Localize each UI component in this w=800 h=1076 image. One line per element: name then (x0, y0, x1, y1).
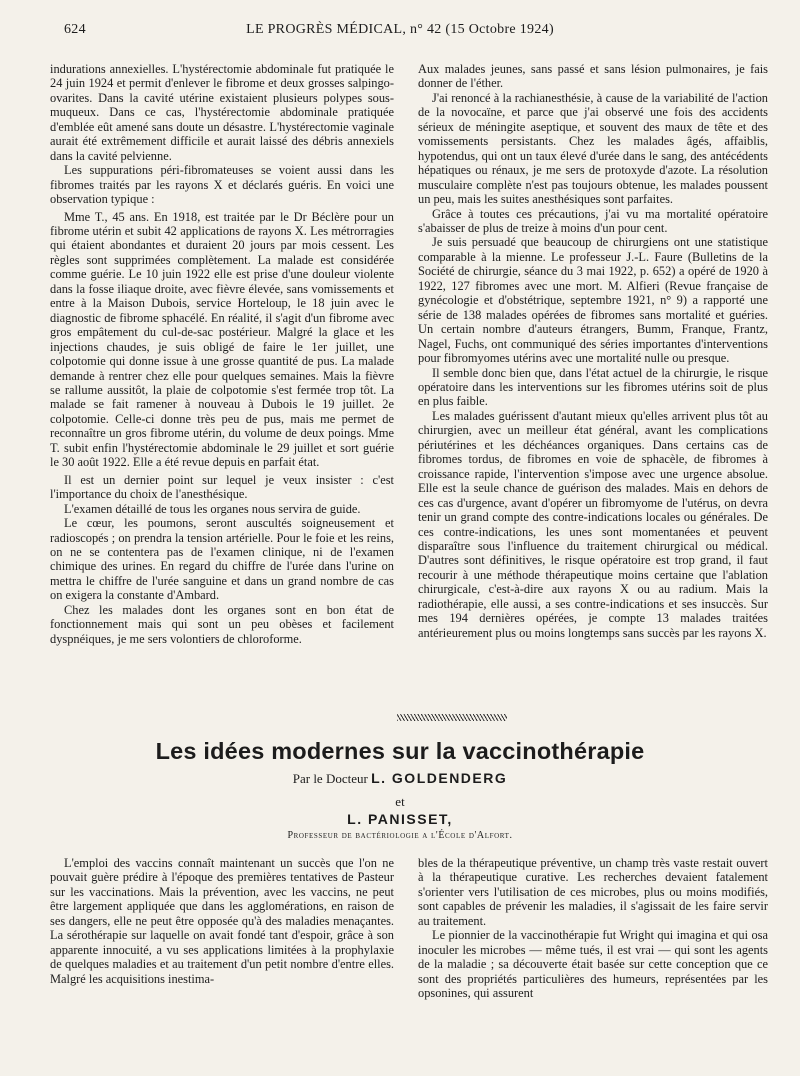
author-name: L. PANISSET, (347, 811, 453, 827)
right-column (418, 62, 768, 640)
paragraph: bles de la thérapeutique préventive, un champ très vaste restait ouvert à la thérapeutique curative. Les recherches devaient fatalement s'orienter vers l'utilisation de ces microbes, plus ou moins modifiés, sont capables de prévenir les maladies, il s'agissait de les faire servir au traitement. (418, 856, 768, 928)
paragraph: indurations annexielles. L'hystérectomie abdominale fut pratiquée le 24 juin 1924 et permit d'enlever le fibrome et deux grosses salpingo-ovarites. Dans la cavité utérine existaient plusieurs polypes sous-muqueux. Dans ce cas, l'hystérectomie abdominale pratiquée d'emblée eût amené sans doute un désastre. L'hystérectomie vaginale aurait été extrêmement difficile et aurait laissé des débris annexiels dans la cavité pelvienne. (50, 62, 394, 163)
byline-prefix: Par le Docteur (292, 771, 368, 786)
paragraph: L'emploi des vaccins connaît maintenant un succès que l'on ne pouvait guère prédire à l'époque des premières tentatives de Pasteur sur les vaccinations. Mais la prévention, avec les vaccins, ne peut être largement appliquée que dans les agglomérations, en raison de ses dangers, elle ne peut être opposée qu'à des maladies menaçantes. La sérothérapie sur laquelle on avait fondé tant d'espoir, grâce à son apparente innocuité, a vu ses applications limitées à la prophylaxie de quelques maladies et au traitement d'un petit nombre d'entre elles. Malgré les acquisitions inestima- (50, 856, 394, 986)
author-affiliation: Professeur de bactériologie a l'École d'Alfort. (287, 830, 513, 841)
paragraph: Grâce à toutes ces précautions, j'ai vu ma mortalité opératoire s'abaisser de plus de treize à moins d'un pour cent. (418, 206, 768, 235)
byline (0, 770, 800, 787)
paragraph: Les suppurations péri-fibromateuses se voient aussi dans les fibromes traités par les rayons X et déclarés guéris. En voici une observation typique : (50, 163, 394, 207)
paragraph: Mme T., 45 ans. En 1918, est traitée par le Dr Béclère pour un fibrome utérin et subit 42 applications de rayons X. Les métrorragies qui étaient abondantes et duraient 20 jours par mois cessent. Les règles sont supprimées complètement. La malade est considérée comme guérie. Le 10 juin 1922 elle est prise d'une douleur violente dans la fosse iliaque droite, avec fièvre élevée, sans vomissements et entre à la Maison Dubois, service Horteloup, le 18 juin avec le diagnostic de fibrome sphacélé. En réalité, il s'agit d'un fibrome avec gros empâtement du cul-de-sac postérieur. Malgré la glace et les injections chaudes, je suis obligé de faire le 1er juillet, une colpotomie qui donne issue à une grosse quantité de pus. La malade demande à rentrer chez elle pour quelques semaines. Mais la fièvre se rallume aussitôt, la plaie de colpotomie s'est fermée trop tôt. La malade se fait ramener à nouveau à Dubois le 19 juillet. 2e colpotomie. Celle-ci donne très peu de pus, mais me permet de reconnaître un gros fibrome utérin, du volume de deux poings. Mme T. subit enfin l'hystérectomie abdominale le 29 juillet et sort guérie le 30 août 1922. Elle a été revue depuis en parfait état. (50, 209, 394, 470)
paragraph: Il est un dernier point sur lequel je veux insister : c'est l'importance du choix de l'anesthésique. (50, 472, 394, 502)
journal-title: LE PROGRÈS MÉDICAL, n° 42 (15 Octobre 1924) (246, 22, 554, 37)
paragraph: Les malades guérissent d'autant mieux qu'elles arrivent plus tôt au chirurgien, avec un meilleur état général, avant les complications périutérines et les déchéances organiques. Dans certains cas de fibromes tordus, de fibromes en voie de sphacèle, de fibromes à croissance rapide, l'intervention s'impose avec une urgence absolue. Elle est la seule chance de guérison des malades. Mais en dehors de ces cas d'urgence, avant d'opérer un fibromyome de l'utérus, on devra tenir un grand compte des contre-indications locales ou générales. De ces contre-indications, les unes sont momentanées et peuvent disparaître sous l'influence du traitement chirurgical ou médical. D'autres sont définitives, le risque opératoire est trop grand, il faut recourir à une méthode thérapeutique moins certaine que l'ablation chirurgicale, c'est-à-dire aux rayons X ou au radium. Mais la radiothérapie, elle aussi, a ses contre-indications et ses insuccès. Sur mes 194 dernières opérées, je compte 13 malades traitées antérieurement plus ou moins longtemps sans succès par les rayons X. (418, 408, 768, 640)
article-left-column (50, 856, 394, 986)
running-head (40, 22, 760, 44)
paragraph: Le cœur, les poumons, seront auscultés soigneusement et radioscopés ; on prendra la tension artérielle. Pour le foie et les reins, on ne se contentera pas de l'examen clinique, ni de l'examen chimique des urines. En regard du chiffre de l'urée dans l'urine on mettra le chiffre de l'urée sanguine et dans un grand nombre de cas on exigera la constante d'Ambard. (50, 516, 394, 603)
byline-conjunction: et (395, 794, 405, 809)
page-number: 624 (64, 22, 86, 37)
paragraph: Je suis persuadé que beaucoup de chirurgiens ont une statistique comparable à la mienne. Le professeur J.-L. Faure (Bulletins de la Société de chirurgie, séance du 3 mai 1922, p. 652) a opéré de 1920 à 1922, 127 fibromes avec une mort. M. Alfieri (Revue française de gynécologie et d'obstétrique, septembre 1921, n° 9) a rapporté une série de 138 malades opérées de fibromes sans mortalité et guéries. Un certain nombre d'auteurs étrangers, Bumm, Franque, Frantz, Nagel, Fuchs, ont communiqué des séries importantes d'interventions pour fibromyomes utérins avec une mortalité nulle ou presque. (418, 235, 768, 366)
author-name: L. GOLDENDERG (371, 770, 508, 786)
paragraph: L'examen détaillé de tous les organes nous servira de guide. (64, 501, 361, 516)
paragraph: Aux malades jeunes, sans passé et sans lésion pulmonaires, je fais donner de l'éther. (418, 62, 768, 91)
paragraph: J'ai renoncé à la rachianesthésie, à cause de la variabilité de l'action de la novocaïne, et parce que j'ai observé une fois des accidents sérieux de méningite aseptique, et souvent des maux de tête et des vomissements persistants. Chez les malades âgés, affaiblis, hypotendus, qui ont un taux élevé d'urée dans le sang, des antécédents hépatiques ou rénaux, je me sers de protoxyde d'azote. La résolution musculaire complète n'est pas toujours obtenue, les malades poussent un peu, mais les suites anesthésiques sont parfaites. (418, 90, 768, 207)
paragraph: Le pionnier de la vaccinothérapie fut Wright qui imagina et qui osa inoculer les microbes — même tués, il est vrai — qui sont les agents de la maladie ; sa découverte était basée sur cette conception que ce sont des propriétés particulières des humeurs, représentées par les opsonines, qui assurent (418, 928, 768, 1001)
section-divider (397, 714, 507, 721)
article-right-column (418, 856, 768, 1001)
left-column (50, 62, 394, 646)
paragraph: Chez les malades dont les organes sont en bon état de fonctionnement mais qui sont un peu obèses et facilement dyspnéiques, je me sers volontiers de chloroforme. (50, 602, 394, 646)
paragraph: Il semble donc bien que, dans l'état actuel de la chirurgie, le risque opératoire dans les interventions sur les fibromes utérins soit de plus en plus faible. (418, 365, 768, 409)
article-title: Les idées modernes sur la vaccinothérapie (155, 738, 645, 764)
